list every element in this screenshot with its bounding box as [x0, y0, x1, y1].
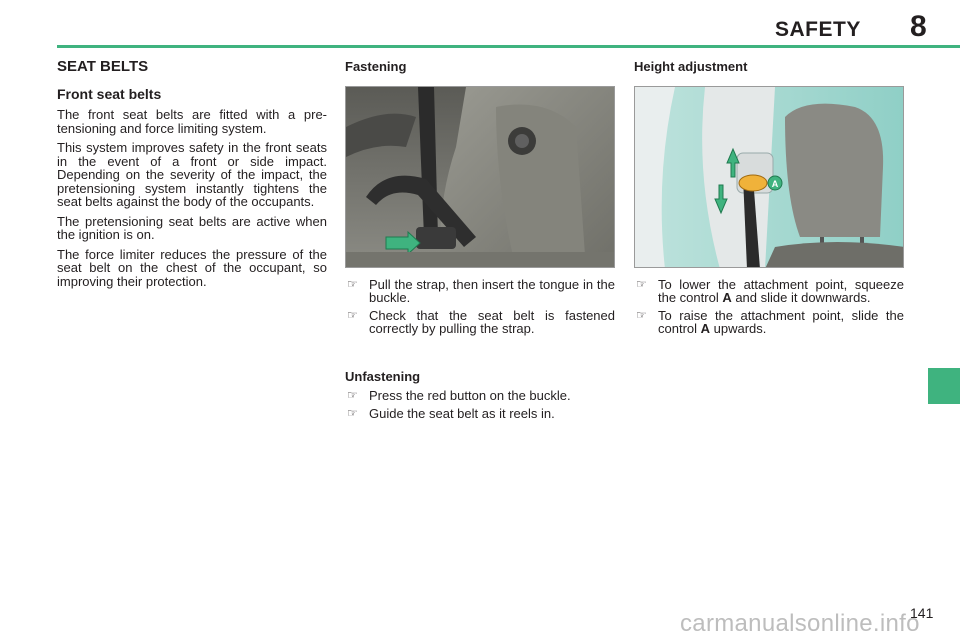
middle-column — [345, 60, 615, 424]
system-paragraph: This system improves safety in the front seats in the event of a front or side impact. Depending on the severity of the impact, the pretensioning system instantly tightens the seat belts against the body of the occupants. — [57, 140, 327, 209]
chapter-number: 8 — [910, 10, 927, 43]
fastening-illustration — [345, 86, 615, 268]
limiter-paragraph: The force limiter reduces the pressure of the seat belt on the chest of the occupant, so improving their protection. — [57, 246, 327, 289]
header-rule — [57, 45, 960, 48]
height-adjustment-illustration — [634, 86, 904, 268]
intro-paragraph: The front seat belts are fitted with a pre-tensioning and force limiting system. — [57, 107, 327, 136]
watermark: carmanualsonline.info — [680, 610, 920, 637]
height-adjustment-drawing — [635, 87, 904, 268]
height-adjustment-title: Height adjustment — [634, 59, 748, 74]
section-heading: SEAT BELTS — [57, 58, 149, 75]
fastening-title: Fastening — [345, 59, 407, 74]
ignition-paragraph: The pretensioning seat belts are active when the ignition is on. — [57, 213, 327, 242]
raise-step: ☞ To raise the attachment point, slide the control A upwards. — [636, 307, 904, 336]
chapter-side-tab — [928, 368, 960, 404]
fastening-step-2: ☞ Check that the seat belt is fastened correctly by pulling the strap. — [347, 307, 615, 336]
subsection-heading: Front seat belts — [57, 85, 162, 102]
pointing-hand-icon: ☞ — [636, 307, 647, 322]
fastening-step-1: ☞ Pull the strap, then insert the tongue in the buckle. — [347, 276, 615, 305]
pointing-hand-icon: ☞ — [347, 388, 358, 402]
fastening-drawing — [346, 87, 615, 268]
unfastening-title: Unfastening — [345, 368, 421, 384]
pointing-hand-icon: ☞ — [636, 276, 647, 291]
callout-a-label: A — [771, 178, 779, 189]
right-column — [634, 60, 904, 340]
pointing-hand-icon: ☞ — [347, 405, 358, 420]
unfastening-step-1: ☞ Press the red button on the buckle. — [347, 388, 571, 403]
lower-step: ☞ To lower the attachment point, squeeze the control A and slide it downwards. — [636, 276, 904, 305]
pointing-hand-icon: ☞ — [347, 307, 358, 322]
page-section-title: SAFETY — [775, 18, 861, 41]
pointing-hand-icon: ☞ — [347, 276, 358, 291]
left-column — [57, 60, 327, 294]
page-number: 141 — [910, 605, 934, 621]
unfastening-step-2: ☞ Guide the seat belt as it reels in. — [347, 405, 555, 421]
